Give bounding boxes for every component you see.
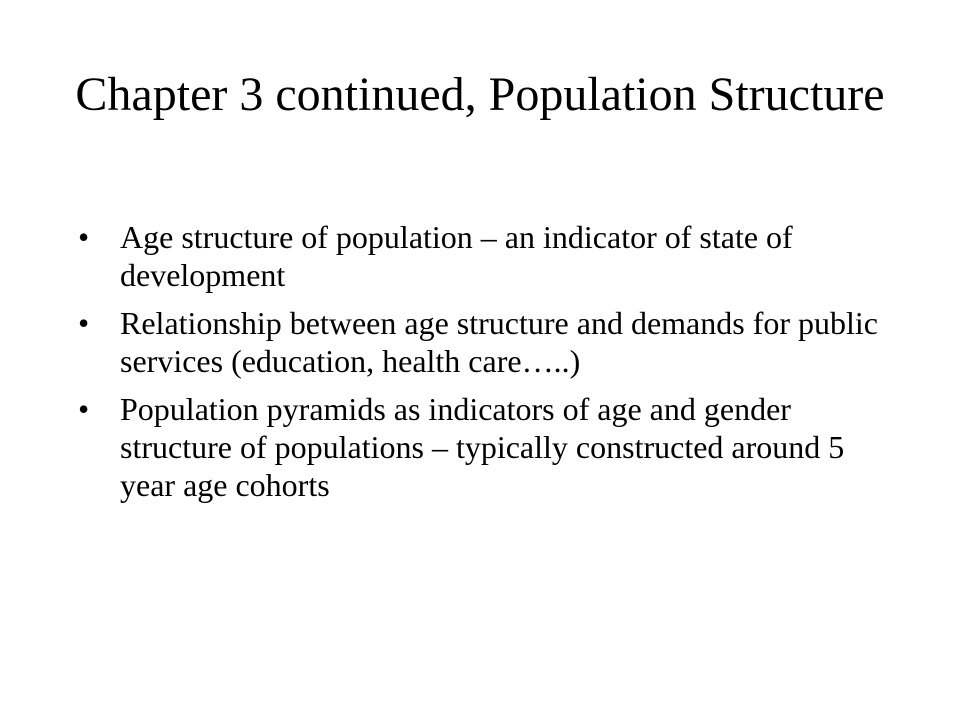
bullet-item <box>78 390 878 504</box>
bullet-icon: • <box>78 219 90 255</box>
bullet-icon: • <box>78 391 90 427</box>
bullet-text: Population pyramids as indicators of age and gender structure of populations – typically constructed around 5 year age cohorts <box>120 391 845 503</box>
bullet-icon: • <box>78 305 90 341</box>
bullet-item <box>78 218 878 294</box>
bullet-text: Relationship between age structure and demands for public services (education, health care…..) <box>120 305 878 379</box>
bullet-item <box>78 304 878 380</box>
bullet-list <box>78 218 878 514</box>
bullet-text: Age structure of population – an indicator of state of development <box>120 219 793 293</box>
slide-title: Chapter 3 continued, Population Structure <box>75 68 885 121</box>
